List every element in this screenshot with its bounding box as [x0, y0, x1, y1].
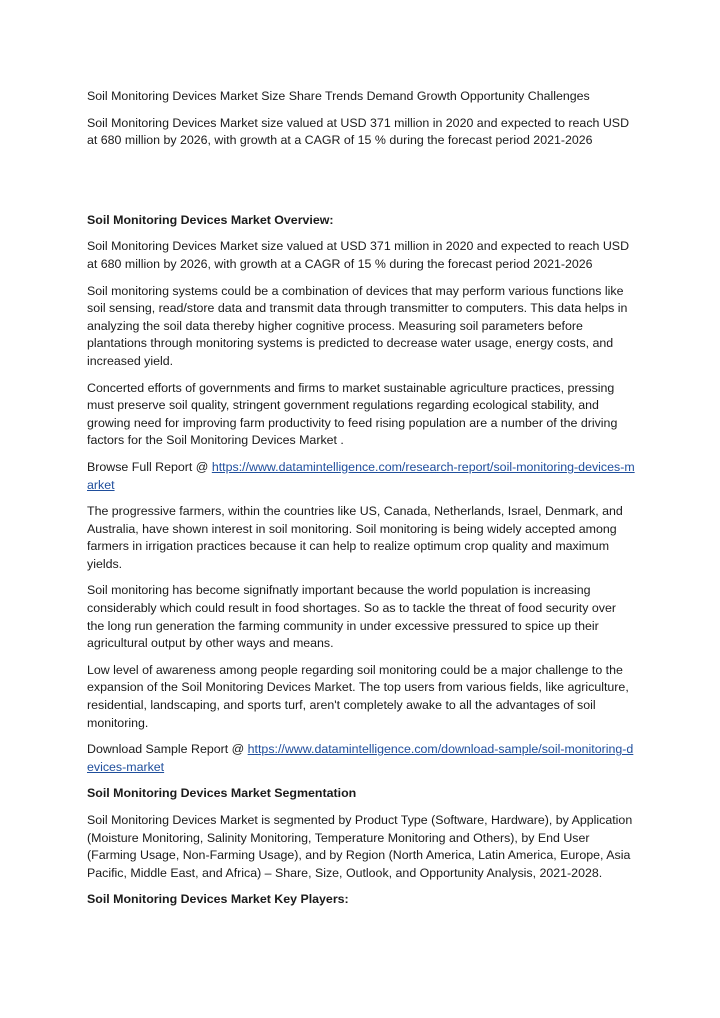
- farmers-paragraph: The progressive farmers, within the countries like US, Canada, Netherlands, Israel, Denmark, and Australia, have shown interest in soil monitoring. Soil monitoring is being widely accepted among farmers in irrigation practices because it can help to realize optimum crop quality and maximum yields.: [87, 504, 623, 571]
- browse-report-label: Browse Full Report @: [87, 459, 212, 474]
- download-sample-line: [87, 741, 635, 776]
- population-paragraph: Soil monitoring has become signifnatly important because the world population is increasing considerably which could result in food shortages. So as to tackle the threat of food security over the long run generation the farming community in under excessive pressured to spice up their agricultural output by other ways and means.: [87, 583, 616, 651]
- overview-heading: Soil Monitoring Devices Market Overview:: [87, 212, 334, 227]
- segmentation-heading: Soil Monitoring Devices Market Segmentation: [87, 786, 357, 801]
- document-body: [87, 88, 635, 918]
- overview-paragraph-1: Soil Monitoring Devices Market size valued at USD 371 million in 2020 and expected to reach USD at 680 million by 2026, with growth at a CAGR of 15 % during the forecast period 2021-2026: [87, 239, 630, 271]
- segmentation-paragraph: Soil Monitoring Devices Market is segmented by Product Type (Software, Hardware), by Application (Moisture Monitoring, Salinity Monitoring, Temperature Monitoring and Others), by End User (Farming Usage, Non-Farming Usage), and by Region (North America, Latin America, Europe, Asia Pacific, Middle East, and Africa) – Share, Size, Outlook, and Opportunity Analysis, 2021-2028.: [87, 813, 633, 880]
- overview-paragraph-3: Concerted efforts of governments and firms to market sustainable agriculture practices, pressing must preserve soil quality, stringent government regulations regarding ecological stability, and growing need for improving farm productivity to feed rising population are a number of the driving factors for the Soil Monitoring Devices Market .: [87, 380, 618, 448]
- overview-paragraph-2: Soil monitoring systems could be a combination of devices that may perform various functions like soil sensing, read/store data and transmit data through transmitter to computers. This data helps in analyzing the soil data thereby higher cognitive process. Measuring soil parameters before plantations through monitoring systems is predicted to decrease water usage, energy costs, and increased yield.: [87, 283, 628, 368]
- download-sample-label: Download Sample Report @: [87, 742, 248, 757]
- document-title-line: Soil Monitoring Devices Market Size Share Trends Demand Growth Opportunity Challenges: [87, 89, 590, 103]
- intro-paragraph: Soil Monitoring Devices Market size valued at USD 371 million in 2020 and expected to reach USD at 680 million by 2026, with growth at a CAGR of 15 % during the forecast period 2021-2026: [87, 115, 630, 148]
- awareness-paragraph: Low level of awareness among people regarding soil monitoring could be a major challenge to the expansion of the Soil Monitoring Devices Market. The top users from various fields, like agriculture, residential, landscaping, and sports turf, aren't completely awake to all the advantages of soil monitoring.: [87, 662, 629, 730]
- download-sample-link[interactable]: https://www.datamintelligence.com/download-sample/soil-monitoring-devices-market: [87, 742, 634, 774]
- key-players-heading: Soil Monitoring Devices Market Key Players:: [87, 892, 349, 907]
- blank-gap: [87, 159, 635, 212]
- browse-report-line: [87, 459, 635, 494]
- browse-report-link[interactable]: https://www.datamintelligence.com/research-report/soil-monitoring-devices-market: [87, 459, 635, 492]
